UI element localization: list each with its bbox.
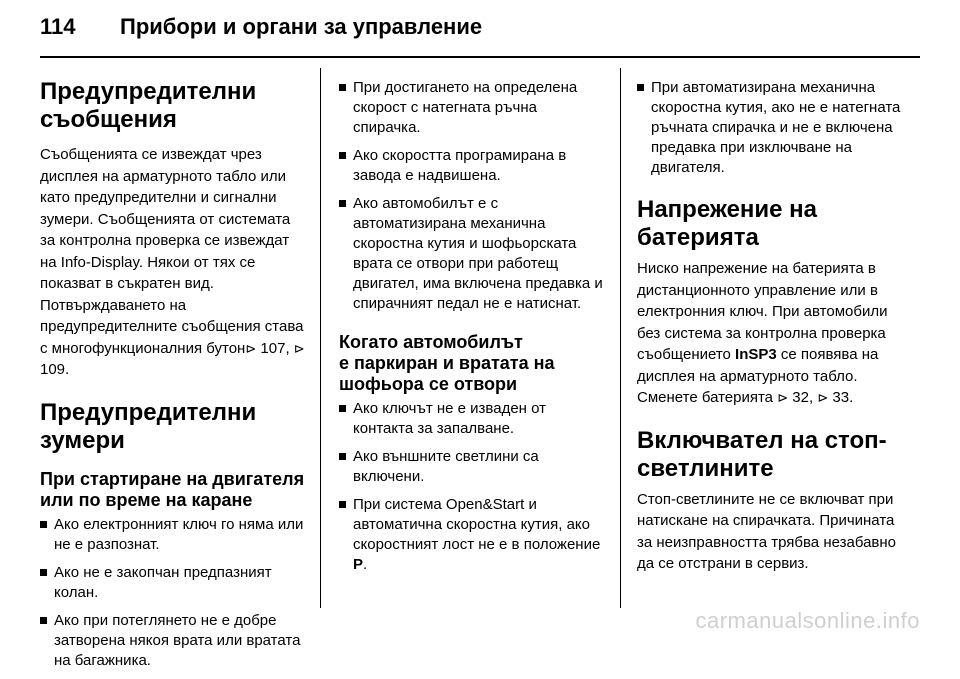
header-rule <box>40 56 920 58</box>
list-item-text: Ако скоростта програмирана в завода е надвишена. <box>353 147 567 184</box>
heading-brake-light-switch <box>637 427 907 483</box>
bullet-icon <box>339 152 346 159</box>
list-item-text: При автоматизирана механична скоростна кутия, ако не е натегната ръчната спирачка и не е включена предавка при изключване на двигателя. <box>651 79 901 176</box>
page-ref: 32, <box>792 389 814 406</box>
column-divider-1 <box>320 68 321 608</box>
page-ref-arrow-icon: ⊳ <box>293 340 305 356</box>
paragraph-text: Съобщенията се извеждат чрез дисплея на арматурното табло или като предупредителни и сигнални зумери. Съобщенията от системата за контролна проверка се извеждат на Info-Display. Някои от тях се показват в съкратен вид. Потвърждаването на предупредителните съобщения става с многофункционалния бутон <box>40 146 304 357</box>
bullet-icon <box>40 569 47 576</box>
list-item <box>339 194 607 314</box>
heading-line: зумери <box>40 426 125 454</box>
list-item-text: Ако външните светлини са включени. <box>353 448 539 485</box>
list-item-text: Ако ключът не е изваден от контакта за запалване. <box>353 400 547 437</box>
list-item-text: При достигането на определена скорост с натегната ръчна спирачка. <box>353 79 578 136</box>
column-1 <box>40 68 305 679</box>
display-code: InSP3 <box>735 346 777 363</box>
list-item <box>339 78 607 138</box>
heading-warning-messages <box>40 78 305 134</box>
bullet-icon <box>637 84 644 91</box>
heading-line: Предупредителни <box>40 398 257 426</box>
paragraph-battery <box>637 258 907 409</box>
page-ref: 109. <box>40 361 70 378</box>
list-item-text: При система Open&Start и автоматична скоростна кутия, ако скоростният лост не е в положение <box>353 496 601 553</box>
heading-line: светлините <box>637 454 774 482</box>
paragraph-brake-lights: Стоп-светлините не се включват при натискане на спирачката. Причината за неизправността трябва незабавно да се отстрани в сервиз. <box>637 490 897 572</box>
heading-line: Напрежение на <box>637 196 818 223</box>
list-item-text: Ако електронният ключ го няма или не е разпознат. <box>54 515 304 553</box>
list-item <box>637 78 907 178</box>
gear-position-label: P <box>353 556 364 573</box>
page-header <box>40 14 482 48</box>
bullet-icon <box>40 521 47 528</box>
page-ref-arrow-icon: ⊳ <box>777 390 789 405</box>
list-item <box>40 611 305 671</box>
page-ref: 107 <box>260 339 286 357</box>
list-item-text: Ако автомобилът е с автоматизирана механична скоростна кутия и шофьорската врата се отвори при работещ двигател, има включена предавка и спирачният педал не е натиснат. <box>353 195 603 312</box>
list-item-text: . <box>363 556 368 573</box>
page-ref: 33. <box>832 389 854 406</box>
bullet-list <box>339 78 607 314</box>
heading-line: шофьора се отвори <box>339 374 518 394</box>
subheading-parked-door-open <box>339 332 607 395</box>
heading-line: Когато автомобилът <box>339 332 523 352</box>
paragraph-text: Ниско напрежение на батерията в дистанционното управление или в електронния ключ. При автомобили без система за контролна проверка съобщението <box>637 260 888 363</box>
heading-line: батерията <box>637 224 759 251</box>
column-3 <box>637 68 907 575</box>
bullet-icon <box>40 617 47 624</box>
heading-battery-voltage <box>637 196 907 252</box>
heading-line: Предупредителни <box>40 78 257 105</box>
subheading-start-driving <box>40 469 305 511</box>
heading-warning-buzzers <box>40 399 305 455</box>
list-item <box>40 563 305 603</box>
list-item <box>339 146 607 186</box>
list-item-text: Ако не е закопчан предпазният колан. <box>54 563 272 601</box>
column-divider-2 <box>620 68 621 608</box>
page-ref-arrow-icon: ⊳ <box>817 390 829 405</box>
bullet-icon <box>339 405 346 412</box>
bullet-list <box>339 399 607 575</box>
watermark: carmanualsonline.info <box>695 608 920 633</box>
page-title: Прибори и органи за управление <box>120 14 483 39</box>
heading-line: При стартиране на двигателя <box>40 468 305 489</box>
heading-line: съобщения <box>40 106 177 133</box>
page-number: 114 <box>40 14 76 39</box>
bullet-list <box>637 78 907 178</box>
bullet-icon <box>339 453 346 460</box>
bullet-icon <box>339 501 346 508</box>
list-item-text: Ако при потеглянето не е добре затворена някоя врата или вратата на багажника. <box>54 611 301 669</box>
list-item <box>339 399 607 439</box>
heading-line: е паркиран и вратата на <box>339 353 555 373</box>
heading-line: или по време на каране <box>40 489 253 510</box>
list-item <box>40 515 305 555</box>
paragraph-warning-messages: Съобщенията се извеждат чрез дисплея на арматурното табло или като предупредителни и сигнални зумери. Съобщенията от системата за контролна проверка се извеждат на Info-Display. Някои от тях се показват в съкратен вид. Потвърждаването на предупредителните съобщения става с многофункционалния бутон⊳ 107, ⊳ 109. <box>40 146 305 378</box>
list-item <box>339 495 607 575</box>
bullet-icon <box>339 200 346 207</box>
bullet-list <box>40 515 305 671</box>
bullet-icon <box>339 84 346 91</box>
page-ref-arrow-icon: ⊳ <box>245 340 257 356</box>
heading-line: Включвател на стоп- <box>637 426 887 454</box>
column-2 <box>339 68 607 583</box>
list-item <box>339 447 607 487</box>
paragraph-text: се появява на дисплея на арматурното табло. Сменете батерията <box>637 346 879 406</box>
